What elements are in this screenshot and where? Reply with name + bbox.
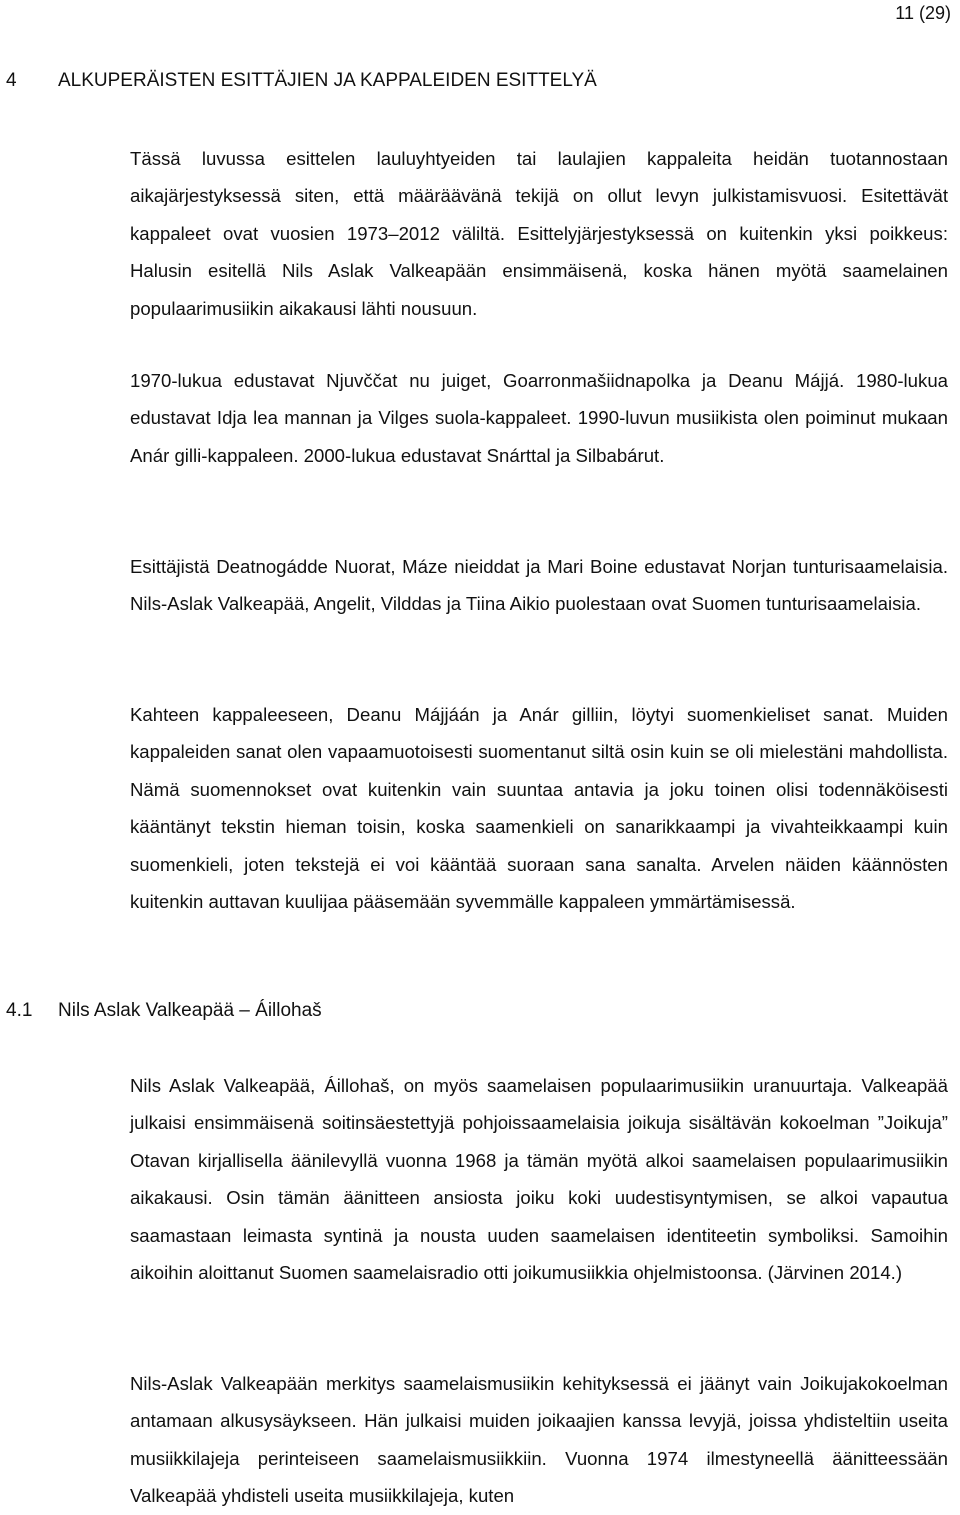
paragraph-intro: Tässä luvussa esittelen lauluyhtyeiden tai laulajien kappaleita heidän tuotannostaan aikajärjestyksessä siten, että määräävänä tekijä on ollut levyn julkistamisvuosi. Esitettävät kappaleet ovat vuosien 1973–2012 väliltä. Esittelyjärjestyksessä on kuitenkin yksi poikkeus: Halusin esitellä Nils Aslak Valkeapään ensimmäisenä, koska hänen myötä saamelainen populaarimusiikin aikakausi lähti nousuun. bbox=[130, 148, 948, 319]
paragraph-decades: 1970-lukua edustavat Njuvččat nu juiget, Goarronmašiidnapolka ja Deanu Májjá. 1980-lukua edustavat Idja lea mannan ja Vilges suola-kappaleet. 1990-luvun musiikista olen poiminut mukaan Anár gilli-kappaleen. 2000-lukua edustavat Snárttal ja Silbabárut. bbox=[130, 370, 948, 466]
section-title: Nils Aslak Valkeapää – Áillohaš bbox=[58, 1000, 322, 1021]
section-heading bbox=[6, 1000, 322, 1022]
paragraph-performers: Esittäjistä Deatnogádde Nuorat, Máze nieiddat ja Mari Boine edustavat Norjan tunturisaamelaisia. Nils-Aslak Valkeapää, Angelit, Vilddas ja Tiina Aikio puolestaan ovat Suomen tunturisaamelaisia. bbox=[130, 556, 948, 615]
paragraph-valkeapaa: Nils Aslak Valkeapää, Áillohaš, on myös saamelaisen populaarimusiikin uranuurtaja. Valkeapää julkaisi ensimmäisenä soitinsäestettyjä pohjoissaamelaisia joikuja sisältävän kokoelman ”Joikuja” Otavan kirjallisella äänilevyllä vuonna 1968 ja tämän myötä alkoi saamelaisen populaarimusiikin aikakausi. Osin tämän äänitteen ansiosta joiku koki uudestisyntymisen, se alkoi vapautua saamastaan leimasta syntinä ja nousta uuden saamelaisen identiteetin symboliksi. Samoihin aikoihin aloittanut Suomen saamelaisradio otti joikumusiikkia ohjelmistoonsa. (Järvinen 2014.) bbox=[130, 1075, 948, 1284]
paragraph-translations: Kahteen kappaleeseen, Deanu Májjáán ja Anár gilliin, löytyi suomenkieliset sanat. Muiden kappaleiden sanat olen vapaamuotoisesti suomentanut siltä osin kuin se oli mielestäni mahdollista. Nämä suomennokset ovat kuitenkin vain suuntaa antavia ja joku toinen olisi todennäköisesti kääntänyt tekstin hieman toisin, koska saamenkieli on sanarikkaampi ja vivahteikkaampi kuin suomenkieli, joten tekstejä ei voi kääntää suoraan sana sanalta. Arvelen näiden käännösten kuitenkin auttavan kuulijaa pääsemään syvemmälle kappaleen ymmärtämisessä. bbox=[130, 704, 948, 913]
chapter-number: 4 bbox=[6, 70, 17, 91]
section-number: 4.1 bbox=[6, 1000, 33, 1021]
paragraph-significance: Nils-Aslak Valkeapään merkitys saamelaismusiikin kehityksessä ei jäänyt vain Joikujakokoelman antamaan alkusysäykseen. Hän julkaisi muiden joikaajien kanssa levyjä, joissa yhdisteltiin useita musiikkilajeja perinteiseen saamelaismusiikkiin. Vuonna 1974 ilmestyneellä äänitteessään Valkeapää yhdisteli useita musiikkilajeja, kuten bbox=[130, 1373, 948, 1507]
chapter-title: ALKUPERÄISTEN ESITTÄJIEN JA KAPPALEIDEN ESITTELYÄ bbox=[58, 70, 597, 91]
chapter-heading bbox=[6, 70, 597, 92]
page-number: 11 (29) bbox=[895, 3, 951, 23]
